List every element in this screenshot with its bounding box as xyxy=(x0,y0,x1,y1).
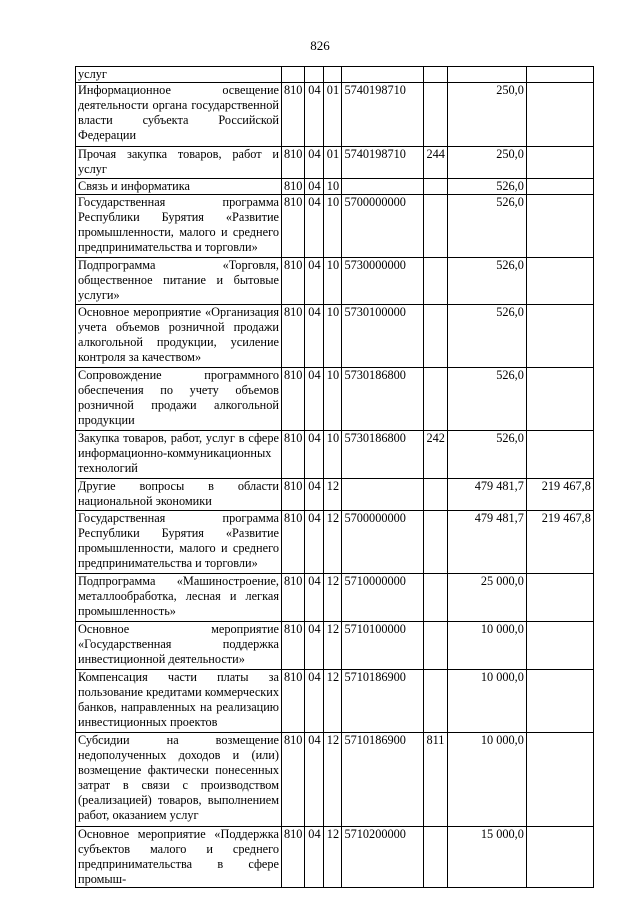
section-code-cell xyxy=(305,67,324,83)
item-name-cell: Информационное освещение деятельности органа государственной власти субъекта Российской Федерации xyxy=(76,83,282,147)
section-code-cell: 04 xyxy=(305,827,324,888)
amount-cell: 479 481,7 xyxy=(447,479,526,511)
subsection-code-cell xyxy=(324,67,342,83)
subsection-code-cell: 01 xyxy=(324,147,342,179)
table-row xyxy=(76,574,594,622)
subsection-code-cell: 12 xyxy=(324,670,342,733)
amount-cell: 526,0 xyxy=(447,431,526,479)
amount-cell: 526,0 xyxy=(447,368,526,431)
amount-cell xyxy=(447,67,526,83)
item-name-cell: Связь и информатика xyxy=(76,179,282,195)
ministry-code-cell: 810 xyxy=(282,622,305,670)
amount-cell: 526,0 xyxy=(447,305,526,368)
subsection-code-cell: 10 xyxy=(324,431,342,479)
section-code-cell: 04 xyxy=(305,479,324,511)
table-row xyxy=(76,305,594,368)
budget-table xyxy=(75,66,594,888)
section-code-cell: 04 xyxy=(305,431,324,479)
amount-cell: 10 000,0 xyxy=(447,733,526,827)
target-article-cell: 5710186900 xyxy=(342,733,424,827)
table-row xyxy=(76,83,594,147)
target-article-cell: 5730186800 xyxy=(342,368,424,431)
table-row xyxy=(76,179,594,195)
item-name-cell: услуг xyxy=(76,67,282,83)
target-article-cell: 5710100000 xyxy=(342,622,424,670)
ministry-code-cell: 810 xyxy=(282,431,305,479)
target-article-cell xyxy=(342,67,424,83)
subsection-code-cell: 10 xyxy=(324,368,342,431)
subsection-code-cell: 01 xyxy=(324,83,342,147)
ministry-code-cell: 810 xyxy=(282,195,305,258)
expense-type-cell xyxy=(424,670,447,733)
target-article-cell: 5700000000 xyxy=(342,195,424,258)
section-code-cell: 04 xyxy=(305,258,324,305)
amount-second-cell xyxy=(526,147,593,179)
section-code-cell: 04 xyxy=(305,305,324,368)
section-code-cell: 04 xyxy=(305,147,324,179)
amount-cell: 15 000,0 xyxy=(447,827,526,888)
ministry-code-cell: 810 xyxy=(282,827,305,888)
ministry-code-cell: 810 xyxy=(282,479,305,511)
target-article-cell: 5700000000 xyxy=(342,511,424,574)
ministry-code-cell: 810 xyxy=(282,733,305,827)
table-row xyxy=(76,827,594,888)
table-row xyxy=(76,258,594,305)
table-row xyxy=(76,670,594,733)
ministry-code-cell: 810 xyxy=(282,574,305,622)
amount-second-cell: 219 467,8 xyxy=(526,479,593,511)
item-name-cell: Государственная программа Республики Бурятия «Развитие промышленности, малого и среднего предпринимательства и торговли» xyxy=(76,195,282,258)
subsection-code-cell: 10 xyxy=(324,179,342,195)
subsection-code-cell: 12 xyxy=(324,511,342,574)
target-article-cell: 5710186900 xyxy=(342,670,424,733)
subsection-code-cell: 10 xyxy=(324,258,342,305)
item-name-cell: Субсидии на возмещение недополученных доходов и (или) возмещение фактически понесенных затрат в связи с производством (реализацией) товаров, выполнением работ, оказанием услуг xyxy=(76,733,282,827)
item-name-cell: Сопровождение программного обеспечения по учету объемов розничной продажи алкогольной продукции xyxy=(76,368,282,431)
section-code-cell: 04 xyxy=(305,511,324,574)
item-name-cell: Основное мероприятие «Организация учета объемов розничной продажи алкогольной продукции, усиление контроля за качеством» xyxy=(76,305,282,368)
expense-type-cell xyxy=(424,83,447,147)
section-code-cell: 04 xyxy=(305,179,324,195)
expense-type-cell: 242 xyxy=(424,431,447,479)
amount-cell: 25 000,0 xyxy=(447,574,526,622)
item-name-cell: Прочая закупка товаров, работ и услуг xyxy=(76,147,282,179)
expense-type-cell xyxy=(424,622,447,670)
item-name-cell: Другие вопросы в области национальной экономики xyxy=(76,479,282,511)
ministry-code-cell: 810 xyxy=(282,147,305,179)
ministry-code-cell: 810 xyxy=(282,305,305,368)
page-number: 826 xyxy=(310,38,330,53)
section-code-cell: 04 xyxy=(305,733,324,827)
section-code-cell: 04 xyxy=(305,670,324,733)
ministry-code-cell: 810 xyxy=(282,83,305,147)
target-article-cell: 5730100000 xyxy=(342,305,424,368)
expense-type-cell xyxy=(424,179,447,195)
amount-second-cell xyxy=(526,733,593,827)
table-row xyxy=(76,368,594,431)
target-article-cell: 5740198710 xyxy=(342,83,424,147)
table-row xyxy=(76,511,594,574)
item-name-cell: Закупка товаров, работ, услуг в сфере информационно-коммуникационных технологий xyxy=(76,431,282,479)
ministry-code-cell: 810 xyxy=(282,258,305,305)
ministry-code-cell: 810 xyxy=(282,179,305,195)
subsection-code-cell: 12 xyxy=(324,479,342,511)
table-row xyxy=(76,479,594,511)
amount-cell: 250,0 xyxy=(447,83,526,147)
subsection-code-cell: 12 xyxy=(324,574,342,622)
expense-type-cell: 811 xyxy=(424,733,447,827)
amount-second-cell xyxy=(526,67,593,83)
subsection-code-cell: 10 xyxy=(324,305,342,368)
target-article-cell: 5730000000 xyxy=(342,258,424,305)
item-name-cell: Основное мероприятие «Государственная поддержка инвестиционной деятельности» xyxy=(76,622,282,670)
amount-cell: 10 000,0 xyxy=(447,622,526,670)
amount-second-cell xyxy=(526,670,593,733)
target-article-cell xyxy=(342,179,424,195)
amount-second-cell: 219 467,8 xyxy=(526,511,593,574)
table-row xyxy=(76,147,594,179)
target-article-cell: 5710200000 xyxy=(342,827,424,888)
ministry-code-cell: 810 xyxy=(282,511,305,574)
amount-second-cell xyxy=(526,83,593,147)
amount-second-cell xyxy=(526,827,593,888)
subsection-code-cell: 10 xyxy=(324,195,342,258)
table-row xyxy=(76,431,594,479)
table-row xyxy=(76,733,594,827)
expense-type-cell: 244 xyxy=(424,147,447,179)
section-code-cell: 04 xyxy=(305,83,324,147)
expense-type-cell xyxy=(424,67,447,83)
table-row xyxy=(76,195,594,258)
item-name-cell: Подпрограмма «Машиностроение, металлообработка, лесная и легкая промышленность» xyxy=(76,574,282,622)
expense-type-cell xyxy=(424,258,447,305)
amount-cell: 526,0 xyxy=(447,179,526,195)
item-name-cell: Государственная программа Республики Бурятия «Развитие промышленности, малого и среднего предпринимательства и торговли» xyxy=(76,511,282,574)
amount-cell: 526,0 xyxy=(447,195,526,258)
expense-type-cell xyxy=(424,479,447,511)
amount-second-cell xyxy=(526,195,593,258)
amount-second-cell xyxy=(526,622,593,670)
table-row xyxy=(76,622,594,670)
expense-type-cell xyxy=(424,511,447,574)
amount-second-cell xyxy=(526,179,593,195)
item-name-cell: Компенсация части платы за пользование кредитами коммерческих банков, направленных на реализацию инвестиционных проектов xyxy=(76,670,282,733)
amount-cell: 526,0 xyxy=(447,258,526,305)
amount-cell: 10 000,0 xyxy=(447,670,526,733)
amount-second-cell xyxy=(526,258,593,305)
item-name-cell: Подпрограмма «Торговля, общественное питание и бытовые услуги» xyxy=(76,258,282,305)
ministry-code-cell: 810 xyxy=(282,368,305,431)
item-name-cell: Основное мероприятие «Поддержка субъектов малого и среднего предпринимательства в сфере промыш- xyxy=(76,827,282,888)
target-article-cell: 5740198710 xyxy=(342,147,424,179)
table-body xyxy=(76,67,594,888)
expense-type-cell xyxy=(424,574,447,622)
ministry-code-cell: 810 xyxy=(282,670,305,733)
subsection-code-cell: 12 xyxy=(324,622,342,670)
section-code-cell: 04 xyxy=(305,622,324,670)
target-article-cell: 5710000000 xyxy=(342,574,424,622)
amount-second-cell xyxy=(526,574,593,622)
section-code-cell: 04 xyxy=(305,368,324,431)
amount-second-cell xyxy=(526,305,593,368)
target-article-cell: 5730186800 xyxy=(342,431,424,479)
amount-second-cell xyxy=(526,368,593,431)
section-code-cell: 04 xyxy=(305,574,324,622)
expense-type-cell xyxy=(424,827,447,888)
ministry-code-cell xyxy=(282,67,305,83)
table-row xyxy=(76,67,594,83)
expense-type-cell xyxy=(424,195,447,258)
section-code-cell: 04 xyxy=(305,195,324,258)
amount-cell: 479 481,7 xyxy=(447,511,526,574)
expense-type-cell xyxy=(424,368,447,431)
amount-cell: 250,0 xyxy=(447,147,526,179)
subsection-code-cell: 12 xyxy=(324,827,342,888)
expense-type-cell xyxy=(424,305,447,368)
subsection-code-cell: 12 xyxy=(324,733,342,827)
amount-second-cell xyxy=(526,431,593,479)
target-article-cell xyxy=(342,479,424,511)
